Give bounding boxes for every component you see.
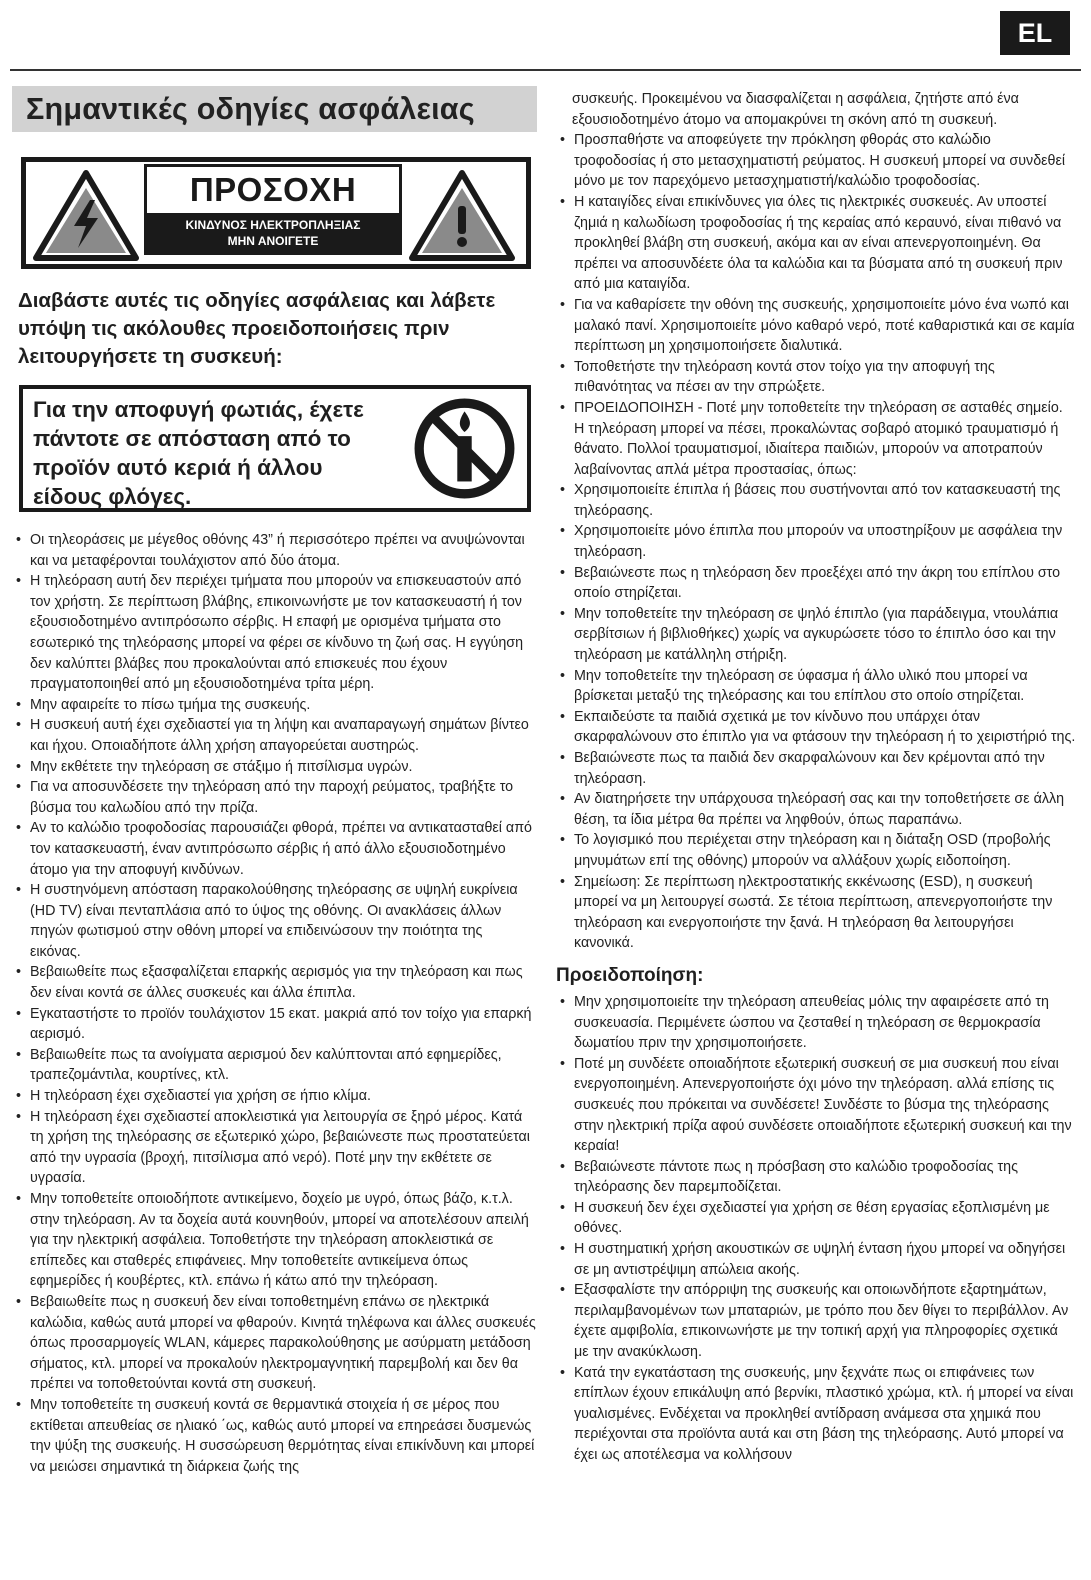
- list-item: • Η τηλεόραση έχει σχεδιαστεί για χρήση σε ήπιο κλίμα.: [12, 1086, 537, 1107]
- caution-label: [21, 157, 531, 269]
- fire-warning-box: [19, 385, 531, 512]
- list-item: • Εγκαταστήστε το προϊόν τουλάχιστον 15 εκατ. μακριά από τον τοίχο για επαρκή αερισμό.: [12, 1004, 537, 1045]
- list-item: • Τοποθετήστε την τηλεόραση κοντά στον τοίχο για την αποφυγή της πιθανότητας να πέσει αν την σπρώξετε.: [556, 357, 1076, 398]
- list-item: • Χρησιμοποιείτε μόνο έπιπλα που μπορούν να υποστηρίξουν με ασφάλεια την τηλεόραση.: [556, 521, 1076, 562]
- list-item: • Η συστηνόμενη απόσταση παρακολούθησης τηλεόρασης σε υψηλή ευκρίνεια (HD TV) είναι πενταπλάσια από το ύψος της οθόνης. Οι ανακλάσεις άλλων πηγών φωτισμού στην οθόνη μπορεί να επιδεινώσουν την ποιότητα της εικόνας.: [12, 880, 537, 962]
- list-item: • Μην εκθέτετε την τηλεόραση σε στάξιμο ή πιτσίλισμα υγρών.: [12, 757, 537, 778]
- left-bullet-list: [12, 530, 537, 1477]
- list-item: • Βεβαιωθείτε πως η συσκευή δεν είναι τοποθετημένη επάνω σε ηλεκτρικά καλώδια, καθώς αυτά μπορεί να φθαρούν. Κινητά τηλέφωνα και άλλες συσκευές όπως προσαρμογείς WLAN, κάμερες παρακολούθησης με ασύρματη μετάδοση σήματος, κτλ. μπορεί να προκαλούν ηλεκτρομαγνητική παρεμβολή και δεν θα πρέπει να τοποθετούνται κοντά στη συσκευή.: [12, 1292, 537, 1395]
- list-item: • Οι τηλεοράσεις με μέγεθος οθόνης 43” ή περισσότερο πρέπει να ανυψώνονται και να μεταφέρονται τουλάχιστον από δύο άτομα.: [12, 530, 537, 571]
- right-column: [556, 89, 1076, 1466]
- caution-subtitle: [147, 213, 399, 252]
- list-item: • Το λογισμικό που περιέχεται στην τηλεόραση και η διάταξη OSD (προβολής μηνυμάτων επί της οθόνης) μπορούν να αλλάξουν χωρίς ειδοποίηση.: [556, 830, 1076, 871]
- right-bullet-list: [556, 89, 1076, 954]
- list-item: • Αν το καλώδιο τροφοδοσίας παρουσιάζει φθορά, πρέπει να αντικατασταθεί από τον κατασκευαστή, έναν αντιπρόσωπο σέρβις ή από άλλο εξουσιοδοτημένο άτομο για την αποφυγή κινδύνων.: [12, 818, 537, 880]
- list-item: • Κατά την εγκατάσταση της συσκευής, μην ξεχνάτε πως οι επιφάνειες των επίπλων έχουν επικάλυψη από βερνίκι, πλαστικό χρώμα, κτλ. ή μπορεί να είναι γυαλισμένες. Ενδέχεται να προκληθεί αντίδραση ανάμεσα στα χημικά που περιέχονται στα προϊόντα αυτά και στη βάση της τηλεόρασης. Αυτό μπορεί να έχει ως αποτέλεσμα να κολλήσουν: [556, 1363, 1076, 1466]
- list-item: • Μην αφαιρείτε το πίσω τμήμα της συσκευής.: [12, 695, 537, 716]
- fire-warning-text: Για την αποφυγή φωτιάς, έχετε πάντοτε σε απόσταση από το προϊόν αυτό κεριά ή άλλου είδους φλόγες.: [33, 397, 364, 509]
- language-badge: EL: [1000, 11, 1070, 55]
- list-item: • Βεβαιώνεστε πάντοτε πως η πρόσβαση στο καλώδιο τροφοδοσίας της τηλεόρασης δεν παρεμποδίζεται.: [556, 1157, 1076, 1198]
- caution-line-1: ΚΙΝΔΥΝΟΣ ΗΛΕΚΤΡΟΠΛΗΞΙΑΣ: [185, 217, 361, 232]
- list-item: • Η καταιγίδες είναι επικίνδυνες για όλες τις ηλεκτρικές συσκευές. Αν υποστεί ζημιά η καλωδίωση τροφοδοσίας ή της κεραίας από κεραυνό, είναι πιθανό να προκληθεί βλάβη στη συσκευή, ακόμα και αν είναι απενεργοποιημένη. Θα πρέπει να αποσυνδέετε όλα τα καλώδια και τα βύσματα από τη συσκευή πριν από μια καταιγίδα.: [556, 192, 1076, 295]
- caution-title: ΠΡΟΣΟΧΗ: [189, 171, 357, 208]
- no-candle-icon: [413, 397, 516, 500]
- list-item: • Μην τοποθετείτε την τηλεόραση σε ύφασμα ή άλλο υλικό που μπορεί να βρίσκεται μεταξύ της τηλεόρασης και του επίπλου στο οποίο στηρίζεται.: [556, 666, 1076, 707]
- list-item: • Βεβαιώνεστε πως η τηλεόραση δεν προεξέχει από την άκρη του επίπλου στο οποίο στηρίζεται.: [556, 563, 1076, 604]
- list-item: • Χρησιμοποιείτε έπιπλα ή βάσεις που συστήνονται από τον κατασκευαστή της τηλεόρασης.: [556, 480, 1076, 521]
- list-item: • Η συσκευή αυτή έχει σχεδιαστεί για τη λήψη και αναπαραγωγή σημάτων βίντεο και ήχου. Οποιαδήποτε άλλη χρήση απαγορεύεται αυστηρώς.: [12, 715, 537, 756]
- list-item: • ΠΡΟΕΙΔΟΠΟΙΗΣΗ - Ποτέ μην τοποθετείτε την τηλεόραση σε ασταθές σημείο. Η τηλεόραση μπορεί να πέσει, προκαλώντας σοβαρό ατομικό τραυματισμό ή θάνατο. Πολλοί τραυματισμοί, ιδιαίτερα παιδιών, μπορούν να αποτραπούν λαβαίνοντας απλά μέτρα προστασίας, όπως:: [556, 398, 1076, 480]
- caution-center: [144, 164, 402, 255]
- list-item: • Βεβαιωθείτε πως εξασφαλίζεται επαρκής αερισμός για την τηλεόραση και πως δεν είναι κοντά σε άλλες συσκευές και άλλα έπιπλα.: [12, 962, 537, 1003]
- list-item: • Μην χρησιμοποιείτε την τηλεόραση απευθείας μόλις την αφαιρέσετε από τη συσκευασία. Περιμένετε ώσπου να ζεσταθεί η τηλεόραση σε θερμοκρασία δωματίου πριν την χρησιμοποιήσετε.: [556, 992, 1076, 1054]
- continued-paragraph: συσκευής. Προκειμένου να διασφαλίζεται η ασφάλεια, ζητήστε από ένα εξουσιοδοτημένο άτομο να απομακρύνει τη σκόνη από τη συσκευή.: [572, 91, 1019, 128]
- top-divider: [10, 69, 1081, 71]
- list-item: • Η συστηματική χρήση ακουστικών σε υψηλή ένταση ήχου μπορεί να οδηγήσει σε μη αντιστρέψιμη απώλεια ακοής.: [556, 1239, 1076, 1280]
- list-item: • Μην τοποθετείτε οποιοδήποτε αντικείμενο, δοχείο με υγρό, όπως βάζο, κ.τ.λ. στην τηλεόραση. Αν τα δοχεία αυτά κουνηθούν, μπορεί να αποτελέσουν απειλή για την ηλεκτρική ασφάλεια. Τοποθετήστε την τηλεόραση αποκλειστικά σε επίπεδες και σταθερές επιφάνειες. Μην τοποθετείτε αντικείμενα όπως εφημερίδες ή κουβέρτες, κτλ. επάνω ή κάτω από την τηλεόραση.: [12, 1189, 537, 1292]
- list-item: • Η συσκευή δεν έχει σχεδιαστεί για χρήση σε θέση εργασίας εξοπλισμένη με οθόνες.: [556, 1198, 1076, 1239]
- list-item: • Η τηλεόραση αυτή δεν περιέχει τμήματα που μπορούν να επισκευαστούν από τον χρήστη. Σε περίπτωση βλάβης, επικοινωνήστε με τον κατασκευαστή ή τον εξουσιοδοτημένο αντιπρόσωπο σέρβις. Η επαφή με ορισμένα τμήματα στο εσωτερικό της τηλεόρασης μπορεί να φέρει σε κίνδυνο τη ζωή σας. Η εγγύηση δεν καλύπτει βλάβες που προκαλούνται από επισκευές που έχουν πραγματοποιηθεί από μη εξουσιοδοτημένα τρίτα μέρη.: [12, 571, 537, 695]
- left-column: [12, 86, 537, 1477]
- list-item: • Εκπαιδεύστε τα παιδιά σχετικά με τον κίνδυνο που υπάρχει όταν σκαρφαλώνουν στο έπιπλο για να φτάσουν την τηλεόραση ή το χειριστήριό της.: [556, 707, 1076, 748]
- list-item: • Αν διατηρήσετε την υπάρχουσα τηλεόρασή σας και την τοποθετήσετε σε άλλη θέση, τα ίδια μέτρα θα πρέπει να ληφθούν, όπως παραπάνω.: [556, 789, 1076, 830]
- list-item: • Η τηλεόραση έχει σχεδιαστεί αποκλειστικά για λειτουργία σε ξηρό μέρος. Κατά τη χρήση της τηλεόρασης σε εξωτερικό χώρο, βεβαιώνεστε πως προστατεύεται από την υγρασία (βροχή, πιτσίλισμα από νερό). Ποτέ μην την εκθέτετε σε υγρασία.: [12, 1107, 537, 1189]
- list-item: • Εξασφαλίστε την απόρριψη της συσκευής και οποιωνδήποτε εξαρτημάτων, περιλαμβανομένων των μπαταριών, με τρόπο που δεν θίγει το περιβάλλον. Αν έχετε αμφιβολία, επικοινωνήστε με την τοπική αρχή για πληροφορίες σχετικά με την ανακύκλωση.: [556, 1280, 1076, 1362]
- lightning-warning-icon: [32, 168, 140, 263]
- exclamation-warning-icon: [408, 168, 516, 263]
- list-item: • Μην τοποθετείτε τη συσκευή κοντά σε θερμαντικά στοιχεία ή σε μέρος που εκτίθεται απευθείας σε ηλιακό ΄ως, καθώς αυτό μπορεί να επηρεάσει δυσμενώς την ψύξη της συσκευής. Η συσσώρευση θερμότητας είναι επικίνδυνη και μπορεί να μειώσει σημαντικά τη διάρκεια ζωής της: [12, 1395, 537, 1477]
- list-item: • Προσπαθήστε να αποφεύγετε την πρόκληση φθοράς στο καλώδιο τροφοδοσίας ή στο μετασχηματιστή ρεύματος. Η συσκευή μπορεί να συνδεθεί μόνο με τον παρεχόμενο μετασχηματιστή/καλώδιο τροφοδοσίας.: [556, 130, 1076, 192]
- list-item: • Ποτέ μη συνδέετε οποιαδήποτε εξωτερική συσκευή σε μια συσκευή που είναι ενεργοποιημένη. Απενεργοποιήστε όχι μόνο την τηλεόραση. αλλά επίσης τις συσκευές που πρόκειται να συνδέσετε! Συνδέστε το βύσμα της τηλεόρασης στην ηλεκτρική πρίζα αφού συνδέσετε οποιαδήποτε εξωτερική συσκευή και την κεραία!: [556, 1054, 1076, 1157]
- list-item: • Βεβαιωθείτε πως τα ανοίγματα αερισμού δεν καλύπτονται από εφημερίδες, τραπεζομάντιλα, κουρτίνες, κτλ.: [12, 1045, 537, 1086]
- page-title: Σημαντικές οδηγίες ασφάλειας: [12, 86, 537, 132]
- list-item: • Για να αποσυνδέσετε την τηλεόραση από την παροχή ρεύματος, τραβήξτε το βύσμα του καλωδίου από την πρίζα.: [12, 777, 537, 818]
- list-item: • Βεβαιώνεστε πως τα παιδιά δεν σκαρφαλώνουν και δεν κρέμονται από την τηλεόραση.: [556, 748, 1076, 789]
- list-item: • Σημείωση: Σε περίπτωση ηλεκτροστατικής εκκένωσης (ESD), η συσκευή μπορεί να μη λειτουργεί σωστά. Σε τέτοια περίπτωση, απενεργοποιήστε την τηλεόραση και ενεργοποιήστε την ξανά. Η τηλεόραση θα λειτουργήσει κανονικά.: [556, 872, 1076, 954]
- list-item: • Για να καθαρίσετε την οθόνη της συσκευής, χρησιμοποιείτε μόνο ένα νωπό και μαλακό πανί. Χρησιμοποιείτε μόνο καθαρό νερό, ποτέ καθαριστικά και σε καμία περίπτωση μη χρησιμοποιήσετε διαλυτικά.: [556, 295, 1076, 357]
- intro-heading: Διαβάστε αυτές τις οδηγίες ασφάλειας και λάβετε υπόψη τις ακόλουθες προειδοποιήσεις πριν λειτουργήσετε τη συσκευή:: [18, 289, 496, 368]
- warning-heading: Προειδοποίηση:: [556, 964, 704, 986]
- caution-line-2: ΜΗΝ ΑΝΟΙΓΕΤΕ: [227, 233, 319, 248]
- list-item: • Μην τοποθετείτε την τηλεόραση σε ψηλό έπιπλο (για παράδειγμα, ντουλάπια σερβίτσιων ή βιβλιοθήκες) χωρίς να αγκυρώσετε τόσο το έπιπλο όσο και την τηλεόραση με κατάλληλη στήριξη.: [556, 604, 1076, 666]
- warning-bullet-list: [556, 992, 1076, 1466]
